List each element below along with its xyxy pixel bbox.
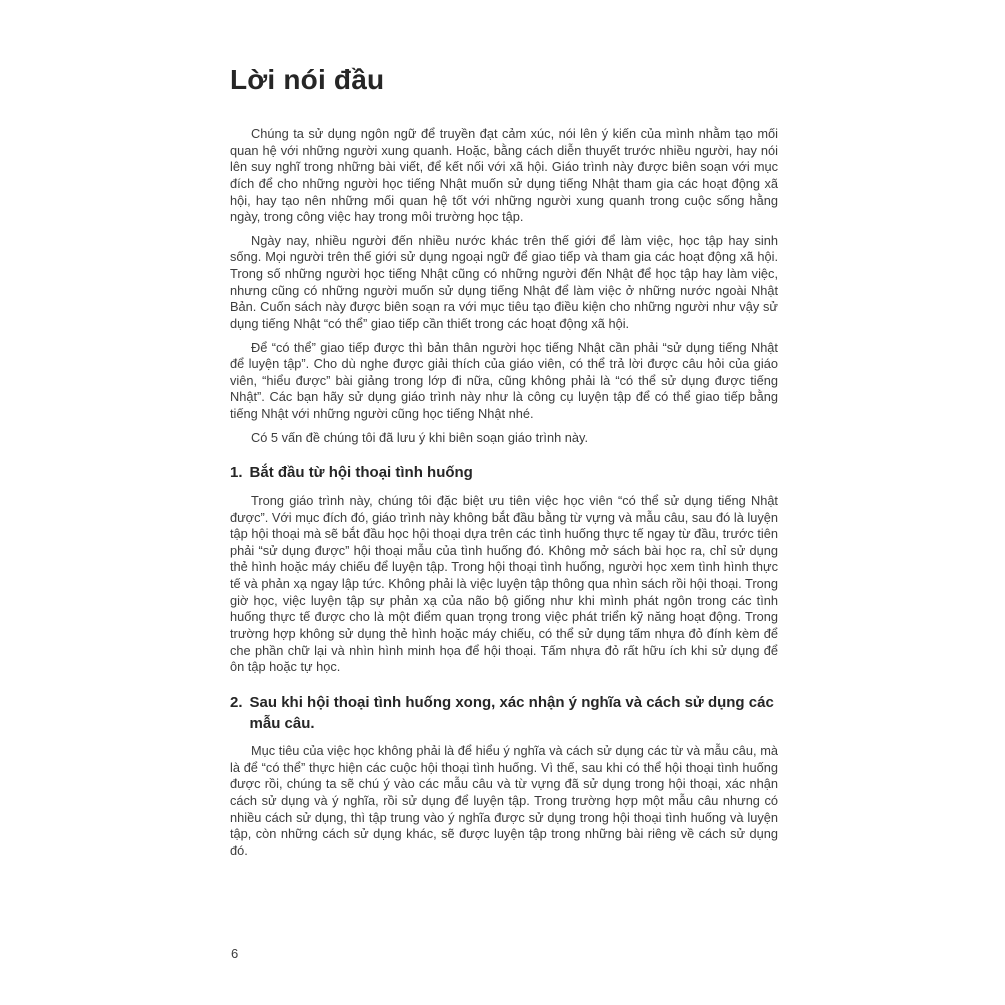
- section-title: Sau khi hội thoại tình huống xong, xác nhận ý nghĩa và cách sử dụng các mẫu câu.: [249, 693, 774, 732]
- section-number: 2.: [230, 693, 243, 711]
- intro-paragraph-2: Ngày nay, nhiều người đến nhiều nước khác trên thế giới để làm việc, học tập hay sinh sống. Mọi người trên thế giới sử dụng ngoại ngữ để giao tiếp và tham gia các hoạt động xã hội. Trong số những người học tiếng Nhật cũng có những người đến Nhật để học tập hay làm việc, nhưng cũng có những người muốn sử dụng tiếng Nhật để làm việc ở những nước ngoài Nhật Bản. Cuốn sách này được biên soạn ra với mục tiêu tạo điều kiện cho những người như vậy sử dụng tiếng Nhật “có thể” giao tiếp cần thiết trong các hoạt động xã hội.: [230, 232, 778, 331]
- page-number: 6: [231, 946, 239, 961]
- intro-paragraph-1: Chúng ta sử dụng ngôn ngữ để truyền đạt cảm xúc, nói lên ý kiến của mình nhằm tạo mối quan hệ với những người xung quanh. Hoặc, bằng cách diễn thuyết trước nhiều người, hay nói lên suy nghĩ trong những bài viết, để kết nối với xã hội. Giáo trình này được biên soạn với mục đích để cho những người học tiếng Nhật muốn sử dụng tiếng Nhật tham gia các hoạt động xã hội, hay tạo nên những mối quan hệ tốt với những người xung quanh trong cuộc sống hằng ngày, trong công việc hay trong môi trường học tập.: [230, 126, 778, 225]
- section-title: Bắt đầu từ hội thoại tình huống: [249, 464, 473, 482]
- section-heading-2: [230, 693, 778, 734]
- intro-paragraph-3: Để “có thể” giao tiếp được thì bản thân người học tiếng Nhật cần phải “sử dụng tiếng Nhật để luyện tập”. Cho dù nghe được giải thích của giáo viên, có thể trả lời được câu hỏi của giáo viên, “hiểu được” bài giảng trong lớp đi nữa, cũng không phải là “có thể sử dụng được tiếng Nhật”. Các bạn hãy sử dụng giáo trình này như là công cụ luyện tập để có thể giao tiếp bằng tiếng Nhật với những người cũng học tiếng Nhật nhé.: [230, 339, 778, 421]
- section-1-paragraph: Trong giáo trình này, chúng tôi đặc biệt ưu tiên việc học viên “có thể sử dụng tiếng Nhật được”. Với mục đích đó, giáo trình này không bắt đầu bằng từ vựng và mẫu câu, sau đó là luyện tập hội thoại mà sẽ bắt đầu học hội thoại dựa trên các tình huống thực tế ngay từ đầu, trước tiên phải “sử dụng được” hội thoại mẫu của tình huống đó. Không mở sách bài học ra, chỉ sử dụng thẻ hình hoặc máy chiếu để luyện tập. Trong hội thoại tình huống, người học xem tình hình thực tế và phản xạ ngay lập tức. Không phải là việc luyện tập thông qua nhìn sách rồi hội thoại. Trong giờ học, việc luyện tập sự phản xạ của não bộ giống như khi mình phát ngôn trong các tình huống thực tế được cho là một điểm quan trọng trong việc phát triển kỹ năng hoạt động. Trong trường hợp không sử dụng thẻ hình hoặc máy chiếu, có thể sử dụng tấm nhựa đỏ đính kèm để che phần chữ lại và nhìn hình minh họa để hội thoại. Tấm nhựa đỏ rất hữu ích khi sử dụng để ôn tập hoặc tự học.: [230, 492, 778, 675]
- document-page: [230, 64, 778, 867]
- section-number: 1.: [230, 464, 243, 482]
- page-title: Lời nói đầu: [230, 64, 385, 95]
- section-heading-1: [230, 463, 778, 484]
- section-2-paragraph: Mục tiêu của việc học không phải là để hiểu ý nghĩa và cách sử dụng các từ và mẫu câu, mà là để “có thể” thực hiện các cuộc hội thoại tình huống. Vì thế, sau khi có thể hội thoại tình huống được rồi, chúng ta sẽ chú ý vào các mẫu câu và từ vựng đã sử dụng trong hội thoại, xác nhận cách sử dụng và ý nghĩa, rồi sử dụng để luyện tập. Trong trường hợp một mẫu câu nhưng có nhiều cách sử dụng, thì tập trung vào ý nghĩa được sử dụng trong hội thoại tình huống và luyện tập, còn những cách sử dụng khác, sẽ được luyện tập trong những bài riêng về cách sử dụng đó.: [230, 743, 778, 858]
- intro-paragraph-4: Có 5 vấn đề chúng tôi đã lưu ý khi biên soạn giáo trình này.: [251, 429, 588, 445]
